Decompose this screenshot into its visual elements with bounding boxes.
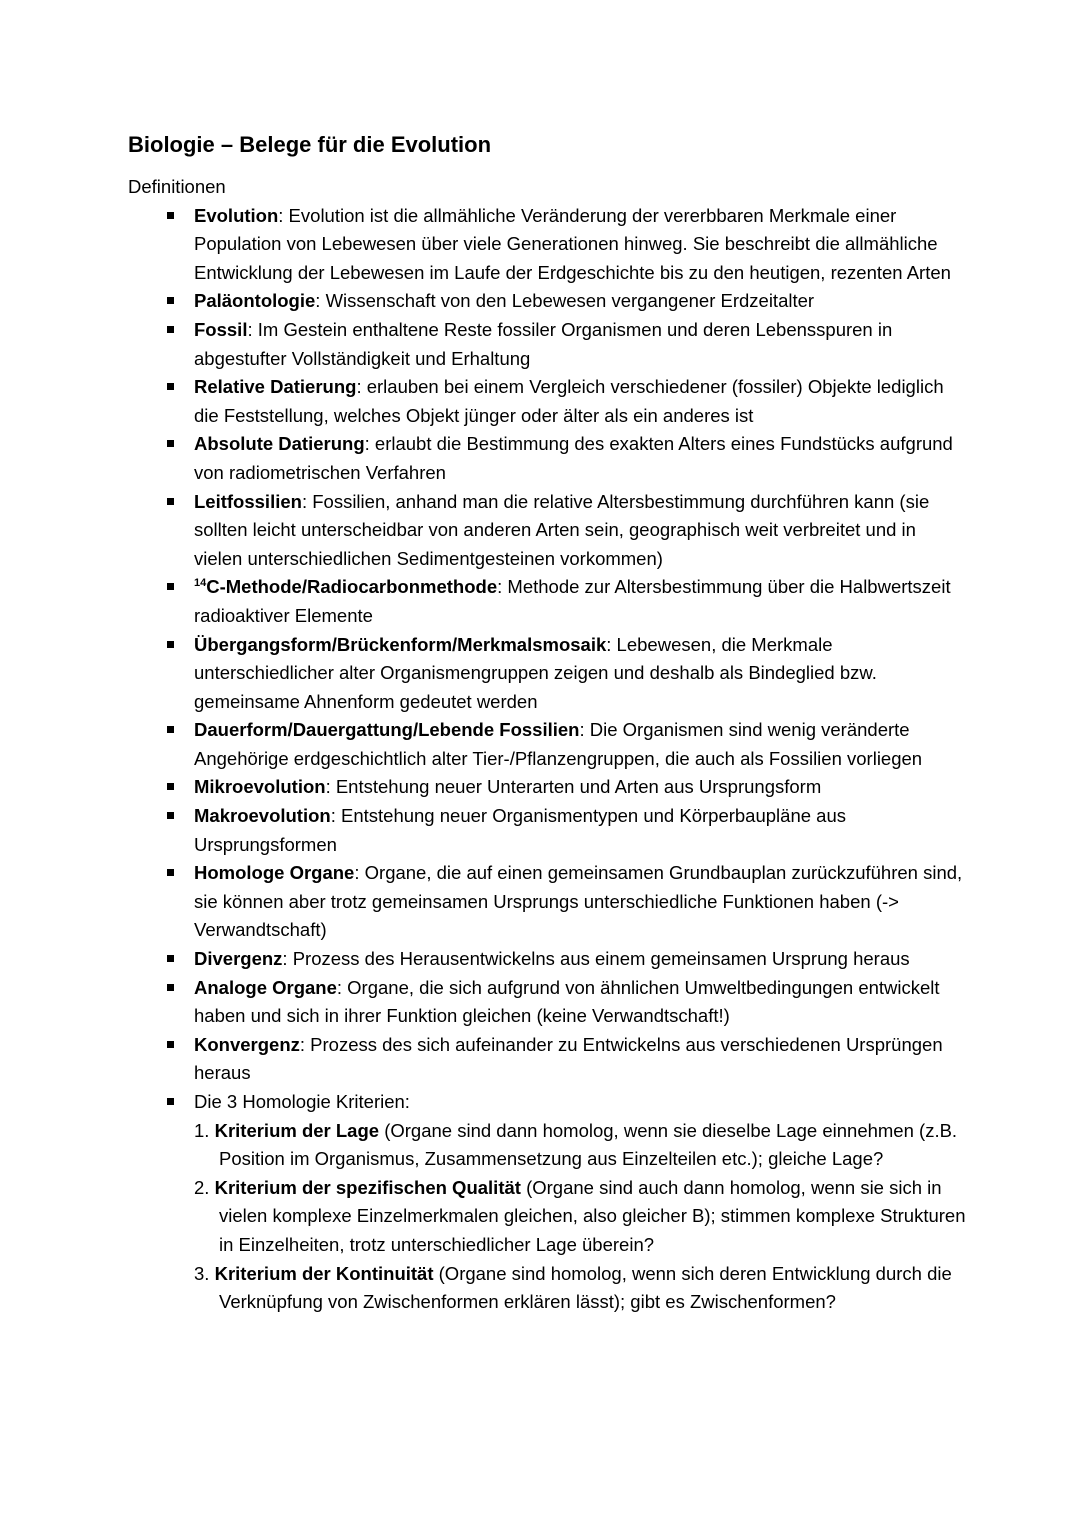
square-bullet-icon [167,812,174,819]
definition-term: Makroevolution [194,805,331,827]
definition-text: : Prozess des sich aufeinander zu Entwickelns aus verschiedenen Ursprüngen heraus [194,1033,943,1084]
square-bullet-icon [167,583,174,590]
definition-term: Divergenz [194,948,283,970]
criteria-intro: Die 3 Homologie Kriterien: [194,1091,410,1112]
section-heading: Definitionen [128,176,226,197]
criteria-item [194,1260,968,1317]
criteria-number: 3. [194,1262,215,1284]
definition-item [128,716,968,773]
document-page [128,128,968,1317]
definition-item-criteria [128,1088,968,1317]
definition-term: Absolute Datierung [194,433,365,455]
definition-term: Übergangsform/Brückenform/Merkmalsmosaik [194,633,607,655]
definition-item [128,1031,968,1088]
definition-text: : Entstehung neuer Organismentypen und Körperbaupläne aus Ursprungsformen [194,805,846,855]
criteria-list [194,1117,968,1317]
square-bullet-icon [167,726,174,733]
definition-item [128,974,968,1031]
square-bullet-icon [167,297,174,304]
definition-list [128,202,968,1317]
definition-text: : Entstehung neuer Unterarten und Arten aus Ursprungsform [325,776,822,798]
criteria-text: (Organe sind homolog, wenn sich deren Entwicklung durch die Verknüpfung von Zwischenformen erklären lässt); gibt es Zwischenformen? [219,1262,952,1313]
definition-text: : Evolution ist die allmähliche Veränderung der vererbbaren Merkmale einer Population von Lebewesen über viele Generationen hinweg. Sie beschreibt die allmähliche Entwicklung der Lebewesen im Laufe der Erdgeschichte bis zu den heutigen, rezenten Arten [194,204,951,283]
square-bullet-icon [167,326,174,333]
definition-item [128,430,968,487]
definition-term: Homologe Organe [194,862,355,884]
definition-term: Analoge Organe [194,976,337,998]
definition-text: : Lebewesen, die Merkmale unterschiedlicher alter Organismengruppen zeigen und deshalb als Bindeglied bzw. gemeinsame Ahnenform gedeutet werden [194,633,877,712]
square-bullet-icon [167,1041,174,1048]
definition-item [128,573,968,630]
definition-text: : erlauben bei einem Vergleich verschiedener (fossiler) Objekte lediglich die Feststellung, welches Objekt jünger oder älter als ein anderes ist [194,376,944,426]
definition-item [128,488,968,574]
definition-term: Paläontologie [194,290,316,312]
definition-item [128,202,968,288]
definition-term: Konvergenz [194,1033,300,1055]
definition-text: : Methode zur Altersbestimmung über die Halbwertszeit radioaktiver Elemente [194,576,951,626]
criteria-term: Kriterium der Lage [214,1119,380,1141]
definition-item [128,373,968,430]
square-bullet-icon [167,1098,174,1105]
definition-term: Evolution [194,204,279,226]
definition-text: : Organe, die auf einen gemeinsamen Grundbauplan zurückzuführen sind, sie können aber trotz gemeinsamen Ursprungs unterschiedliche Funktionen haben (-> Verwandtschaft) [194,862,963,941]
square-bullet-icon [167,641,174,648]
criteria-text: (Organe sind auch dann homolog, wenn sie sich in vielen komplexe Einzelmerkmalen gleichen, also gleicher B); stimmen komplexe Strukturen in Einzelheiten, trotz unterschiedlicher Lage überein? [219,1176,966,1255]
definition-term: Fossil [194,318,248,340]
criteria-number: 1. [194,1119,215,1141]
definition-item [128,773,968,802]
definition-text: : Fossilien, anhand man die relative Altersbestimmung durchführen kann (sie sollten leicht unterscheidbar von anderen Arten sein, geographisch weit verbreitet und in vielen unterschiedlichen Sedimentgesteinen vorkommen) [194,490,930,569]
definition-text: : Im Gestein enthaltene Reste fossiler Organismen und deren Lebensspuren in abgestufter Vollständigkeit und Erhaltung [194,318,893,369]
criteria-item [194,1174,968,1260]
definition-item [128,631,968,717]
criteria-term: Kriterium der spezifischen Qualität [214,1176,521,1198]
definition-term: Mikroevolution [194,776,326,798]
criteria-text: (Organe sind dann homolog, wenn sie dieselbe Lage einnehmen (z.B. Position im Organismus, Zusammensetzung aus Einzelteilen etc.); gleiche Lage? [219,1119,958,1170]
definition-term: Relative Datierung [194,376,357,398]
square-bullet-icon [167,498,174,505]
definition-item [128,802,968,859]
definition-text: : Die Organismen sind wenig veränderte Angehörige erdgeschichtlich alter Tier-/Pflanzengruppen, die auch als Fossilien vorliegen [194,719,923,769]
criteria-item [194,1117,968,1174]
criteria-term: Kriterium der Kontinuität [214,1262,434,1284]
definition-term: Dauerform/Dauergattung/Lebende Fossilien [194,719,580,741]
page-title: Biologie – Belege für die Evolution [128,132,492,157]
definition-text: : erlaubt die Bestimmung des exakten Alters eines Fundstücks aufgrund von radiometrischen Verfahren [194,433,953,483]
definition-item [128,859,968,945]
square-bullet-icon [167,984,174,991]
square-bullet-icon [167,212,174,219]
definition-text: : Organe, die sich aufgrund von ähnlichen Umweltbedingungen entwickelt haben und sich in ihrer Funktion gleichen (keine Verwandtschaft!) [194,976,940,1027]
definition-item [128,945,968,974]
definition-text: : Wissenschaft von den Lebewesen vergangener Erdzeitalter [315,290,815,312]
square-bullet-icon [167,383,174,390]
superscript-isotope: 14 [194,577,207,590]
square-bullet-icon [167,440,174,447]
criteria-number: 2. [194,1176,215,1198]
square-bullet-icon [167,783,174,790]
square-bullet-icon [167,955,174,962]
definition-item [128,287,968,316]
definition-term: C-Methode/Radiocarbonmethode [206,576,498,598]
square-bullet-icon [167,869,174,876]
definition-text: : Prozess des Herausentwickelns aus einem gemeinsamen Ursprung heraus [282,948,910,970]
definition-item [128,316,968,373]
definition-term: Leitfossilien [194,490,302,512]
